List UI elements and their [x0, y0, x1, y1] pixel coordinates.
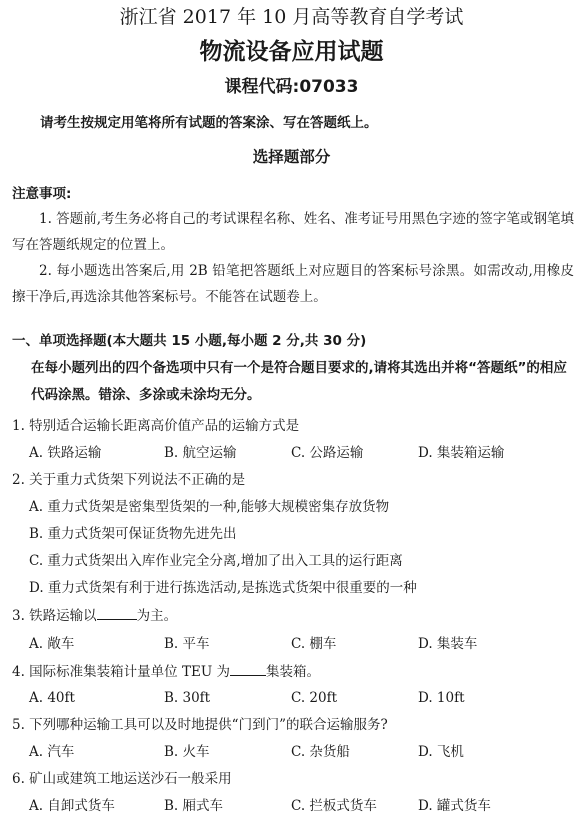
- exam-title: 浙江省 2017 年 10 月高等教育自学考试: [119, 6, 464, 28]
- question-3-stem-before: 3. 铁路运输以: [12, 608, 97, 624]
- question-3-option-b: B. 平车: [164, 636, 210, 652]
- question-3-stem: [12, 605, 177, 626]
- question-5-option-c: C. 杂货船: [291, 744, 350, 760]
- question-1-option-d: D. 集装箱运输: [418, 445, 505, 461]
- question-1-option-c: C. 公路运输: [291, 445, 364, 461]
- question-4-stem-before: 4. 国际标准集装箱计量单位 TEU 为: [12, 664, 230, 680]
- question-6-option-d: D. 罐式货车: [418, 798, 491, 814]
- question-2-option-a: A. 重力式货架是密集型货架的一种,能够大规模密集存放货物: [29, 499, 390, 515]
- question-2-stem: 2. 关于重力式货架下列说法不正确的是: [12, 472, 246, 488]
- question-2-option-c: C. 重力式货架出入库作业完全分离,增加了出入工具的运行距离: [29, 553, 403, 569]
- question-5-option-a: A. 汽车: [29, 744, 75, 760]
- question-6-option-c: C. 拦板式货车: [291, 798, 377, 814]
- question-5-stem: 5. 下列哪种运输工具可以及时地提供“门到门”的联合运输服务?: [12, 717, 388, 733]
- question-3-stem-after: 为主。: [136, 608, 178, 624]
- question-5-option-b: B. 火车: [164, 744, 210, 760]
- notes-title: 注意事项:: [12, 186, 72, 202]
- question-3-option-c: C. 棚车: [291, 636, 337, 652]
- question-1-option-a: A. 铁路运输: [29, 445, 102, 461]
- question-4-option-c: C. 20ft: [291, 690, 338, 706]
- answer-instruction: 请考生按规定用笔将所有试题的答案涂、写在答题纸上。: [40, 115, 378, 131]
- question-4-stem-after: 集装箱。: [266, 664, 320, 680]
- question-4-option-b: B. 30ft: [164, 690, 211, 706]
- answer-blank: [97, 605, 137, 620]
- part-title: 选择题部分: [252, 148, 331, 166]
- question-4-option-d: D. 10ft: [418, 690, 465, 706]
- question-1-option-b: B. 航空运输: [164, 445, 237, 461]
- course-code: 课程代码:07033: [224, 77, 359, 97]
- answer-blank: [230, 661, 266, 676]
- question-4-stem: [12, 661, 320, 682]
- question-2-option-d: D. 重力式货架有利于进行拣选活动,是拣选式货架中很重要的一种: [29, 580, 417, 596]
- question-1-stem: 1. 特别适合运输长距离高价值产品的运输方式是: [12, 418, 300, 434]
- section-title: 一、单项选择题(本大题共 15 小题,每小题 2 分,共 30 分): [12, 333, 367, 349]
- question-3-option-d: D. 集装车: [418, 636, 478, 652]
- note-item-1: 1. 答题前,考生务必将自己的考试课程名称、姓名、准考证号用黑色字迹的签字笔或钢笔填写在答题纸规定的位置上。: [12, 211, 574, 253]
- question-5-option-d: D. 飞机: [418, 744, 464, 760]
- subject-title: 物流设备应用试题: [199, 39, 384, 65]
- section-description: 在每小题列出的四个备选项中只有一个是符合题目要求的,请将其选出并将“答题纸”的相应代码涂黑。错涂、多涂或未涂均无分。: [31, 360, 567, 403]
- note-item-2: 2. 每小题选出答案后,用 2B 铅笔把答题纸上对应题目的答案标号涂黑。如需改动,用橡皮擦干净后,再选涂其他答案标号。不能答在试题卷上。: [12, 263, 574, 305]
- question-2-option-b: B. 重力式货架可保证货物先进先出: [29, 526, 237, 542]
- question-4-option-a: A. 40ft: [29, 690, 75, 706]
- question-6-option-a: A. 自卸式货车: [29, 798, 115, 814]
- question-3-option-a: A. 敞车: [29, 636, 75, 652]
- question-6-option-b: B. 厢式车: [164, 798, 224, 814]
- question-6-stem: 6. 矿山或建筑工地运送沙石一般采用: [12, 771, 232, 787]
